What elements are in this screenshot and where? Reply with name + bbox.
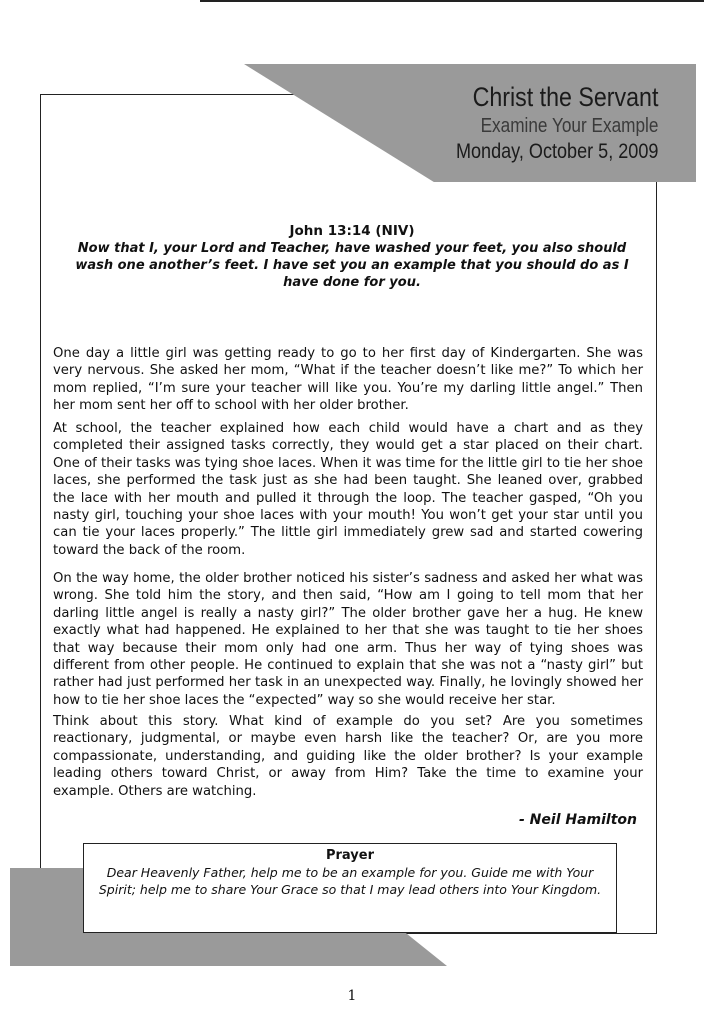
prayer-box [83, 843, 617, 933]
devotional-subtitle: Examine Your Example [480, 115, 658, 137]
prayer-title: Prayer [325, 848, 374, 863]
header [456, 82, 658, 165]
devotional-title: Christ the Servant [472, 82, 658, 112]
page-number: 1 [347, 988, 357, 1004]
devotional-date: Monday, October 5, 2009 [455, 140, 658, 163]
scripture-block [60, 222, 644, 291]
story-paragraph: One day a little girl was getting ready to go to her first day of Kindergarten. She was very nervous. She asked her mom, “What if the teacher doesn’t like me?” To which her mom replied, “I’m sure your teacher will like you. You’re my darling little angel.” Then her mom sent her off to school with her older brother. [53, 346, 643, 414]
author-signature: - Neil Hamilton [519, 812, 637, 828]
story-paragraph: At school, the teacher explained how each child would have a chart and as they completed their assigned tasks correctly, they would get a star placed on their chart. One of their tasks was tying shoe laces. When it was time for the little girl to tie her shoe laces, she performed the task just as she had been taught. She leaned over, grabbed the lace with her mouth and pulled it through the loop. The teacher gasped, “Oh you nasty girl, touching your shoe laces with your mouth! You won’t get your star until you can tie your laces properly.” The little girl immediately grew sad and started cowering toward the back of the room. [53, 421, 643, 558]
reflection-paragraph: Think about this story. What kind of example do you set? Are you sometimes reactionary, judgmental, or maybe even harsh like the teacher? Or, are you more compassionate, understanding, and guiding like the older brother? Is your example leading others toward Christ, or away from Him? Take the time to examine your example. Others are watching. [53, 714, 643, 799]
scripture-reference: John 13:14 (NIV) [289, 223, 415, 239]
top-rule [200, 0, 704, 2]
story-paragraph: On the way home, the older brother noticed his sister’s sadness and asked her what was wrong. She told him the story, and then said, “How am I going to tell mom that her darling little angel is really a nasty girl?” The older brother gave her a hug. He knew exactly what had happened. He explained to her that she was taught to tie her shoes that way because their mom only had one arm. Thus her way of tying shoes was different from other people. He continued to explain that she was not a “nasty girl” but rather had just performed her task in an unexpected way. Finally, he lovingly showed her how to tie her shoe laces the “expected” way so she would receive her star. [53, 571, 643, 708]
prayer-text: Dear Heavenly Father, help me to be an example for you. Guide me with Your Spirit; help me to share Your Grace so that I may lead others into Your Kingdom. [98, 865, 602, 897]
scripture-text: Now that I, your Lord and Teacher, have washed your feet, you also should wash one another’s feet. I have set you an example that you should do as I have done for you. [75, 241, 629, 290]
